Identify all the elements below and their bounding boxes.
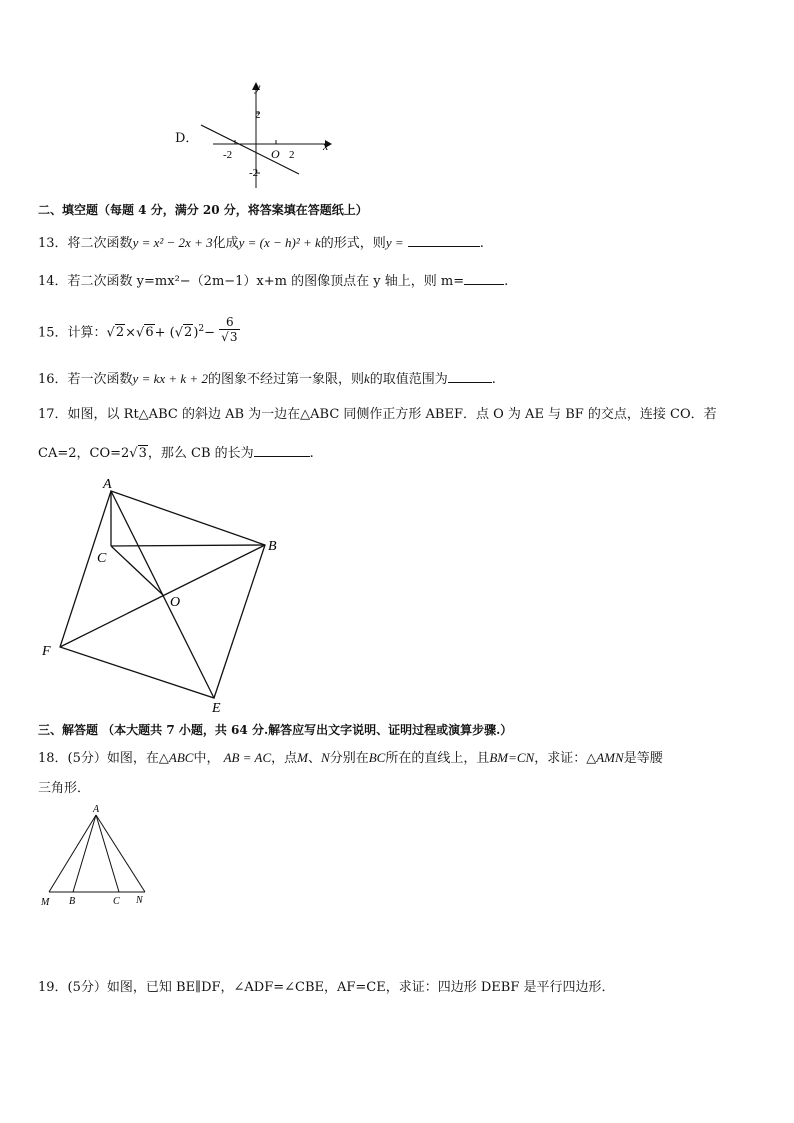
q17-text-a: CA=2，CO=2: [38, 446, 130, 461]
point-c-label: C: [97, 551, 107, 566]
figure-17: [35, 472, 295, 712]
q16-num: 16．若一次函数: [38, 372, 133, 387]
segment-am: [49, 815, 96, 892]
section2-heading: 二、填空题（每题 4 分，满分 20 分，将答案填在答题纸上）: [38, 203, 368, 217]
point-f-label: F: [42, 644, 51, 659]
tick-neg-x: -2: [223, 149, 233, 161]
tick-neg-y: -2: [249, 167, 259, 179]
question-17-line1: 17．如图，以 Rt△ABC 的斜边 AB 为一边在△ABC 同侧作正方形 ABEF．点 O 为 AE 与 BF 的交点，连接 CO．若: [38, 407, 717, 422]
point-o-label: O: [170, 595, 181, 610]
tick-pos-x: 2: [289, 149, 295, 161]
question-13: [38, 234, 484, 252]
diagonal-bf: [60, 545, 265, 647]
q16-expr: y = kx + k + 2: [132, 371, 208, 386]
option-d-label: D．: [175, 131, 199, 146]
q15-plus: +: [154, 325, 166, 341]
answer-blank[interactable]: [464, 272, 504, 285]
q16-k: k: [363, 371, 370, 386]
axis-y-label: y: [255, 80, 261, 94]
q15-square: 2: [198, 324, 205, 335]
q15-fraction: $\frac{6}{√3}$: [219, 315, 240, 345]
q15-num: 15．计算：: [38, 325, 107, 341]
question-18-line1: 18．(5分）如图，在△ABC中， AB = AC，点M、N分别在BC所在的直线上，且BM=CN，求证：△AMN是等腰: [38, 750, 663, 766]
question-19: 19．(5分）如图，已知 BE∥DF，∠ADF=∠CBE，AF=CE，求证：四边形 DEBF 是平行四边形．: [38, 980, 615, 995]
q13-text1: 将二次函数: [67, 236, 133, 251]
q17-text-b: ，那么 CB 的长为: [147, 446, 254, 461]
q15-minus: −: [204, 325, 216, 341]
question-17-line2: CA=2，CO=2√3，那么 CB 的长为 .: [38, 446, 314, 461]
q13-expr3: y =: [385, 235, 404, 250]
segment-co: [111, 546, 163, 595]
point-a-label: A: [93, 804, 100, 815]
q13-end: .: [479, 236, 484, 251]
q14-end: .: [504, 274, 509, 289]
q13-text2: 化成: [212, 236, 239, 251]
answer-blank[interactable]: [254, 444, 310, 457]
q16-text3: 的取值范围为: [369, 372, 448, 387]
q16-end: .: [491, 372, 496, 387]
point-a-label: A: [103, 477, 112, 492]
segment-cb: [111, 545, 265, 546]
q15-times: ×: [125, 325, 137, 341]
segment-ab: [73, 815, 96, 892]
q17-sqrt3: 3: [138, 446, 147, 461]
axis-x-label: x: [323, 139, 329, 153]
point-n-label: N: [136, 895, 143, 906]
segment-an: [96, 815, 145, 892]
q17-end: .: [309, 446, 314, 461]
segment-ac: [96, 815, 119, 892]
point-b-label: B: [268, 539, 277, 554]
point-c-label: C: [113, 896, 120, 907]
figure-18: [35, 800, 165, 912]
tick-pos-y: 2: [255, 109, 261, 121]
point-e-label: E: [212, 701, 221, 712]
q13-expr2: y = (x − h)² + k: [238, 235, 321, 250]
section3-heading: 三、解答题 （本大题共 7 小题，共 64 分.解答应写出文字说明、证明过程或演算步骤.）: [38, 723, 513, 737]
question-16: [38, 370, 496, 388]
q13-expr1: y = x² − 2x + 3: [132, 235, 213, 250]
q13-text3: 的形式，则: [320, 236, 386, 251]
q15-sqrt2: 2: [115, 325, 125, 341]
answer-blank[interactable]: [448, 370, 492, 383]
answer-blank[interactable]: [408, 234, 480, 247]
point-m-label: M: [41, 897, 50, 908]
question-18-line2: 三角形．: [38, 781, 91, 796]
origin-label: O: [271, 147, 280, 161]
q16-text2: 的图象不经过第一象限，则: [207, 372, 364, 387]
question-14: [38, 272, 508, 290]
q14-text: 14．若二次函数 y=mx²−（2m−1）x+m 的图像顶点在 y 轴上，则 m=: [38, 274, 465, 289]
q15-sqrt6: 6: [145, 325, 154, 341]
question-15: 15．计算：$√2\times√6+ (√2)^2-$ $\frac{6}{√3}$: [38, 318, 240, 348]
q13-num: 13．: [38, 236, 68, 251]
option-d-graph: [195, 78, 335, 196]
point-b-label: B: [69, 896, 76, 907]
